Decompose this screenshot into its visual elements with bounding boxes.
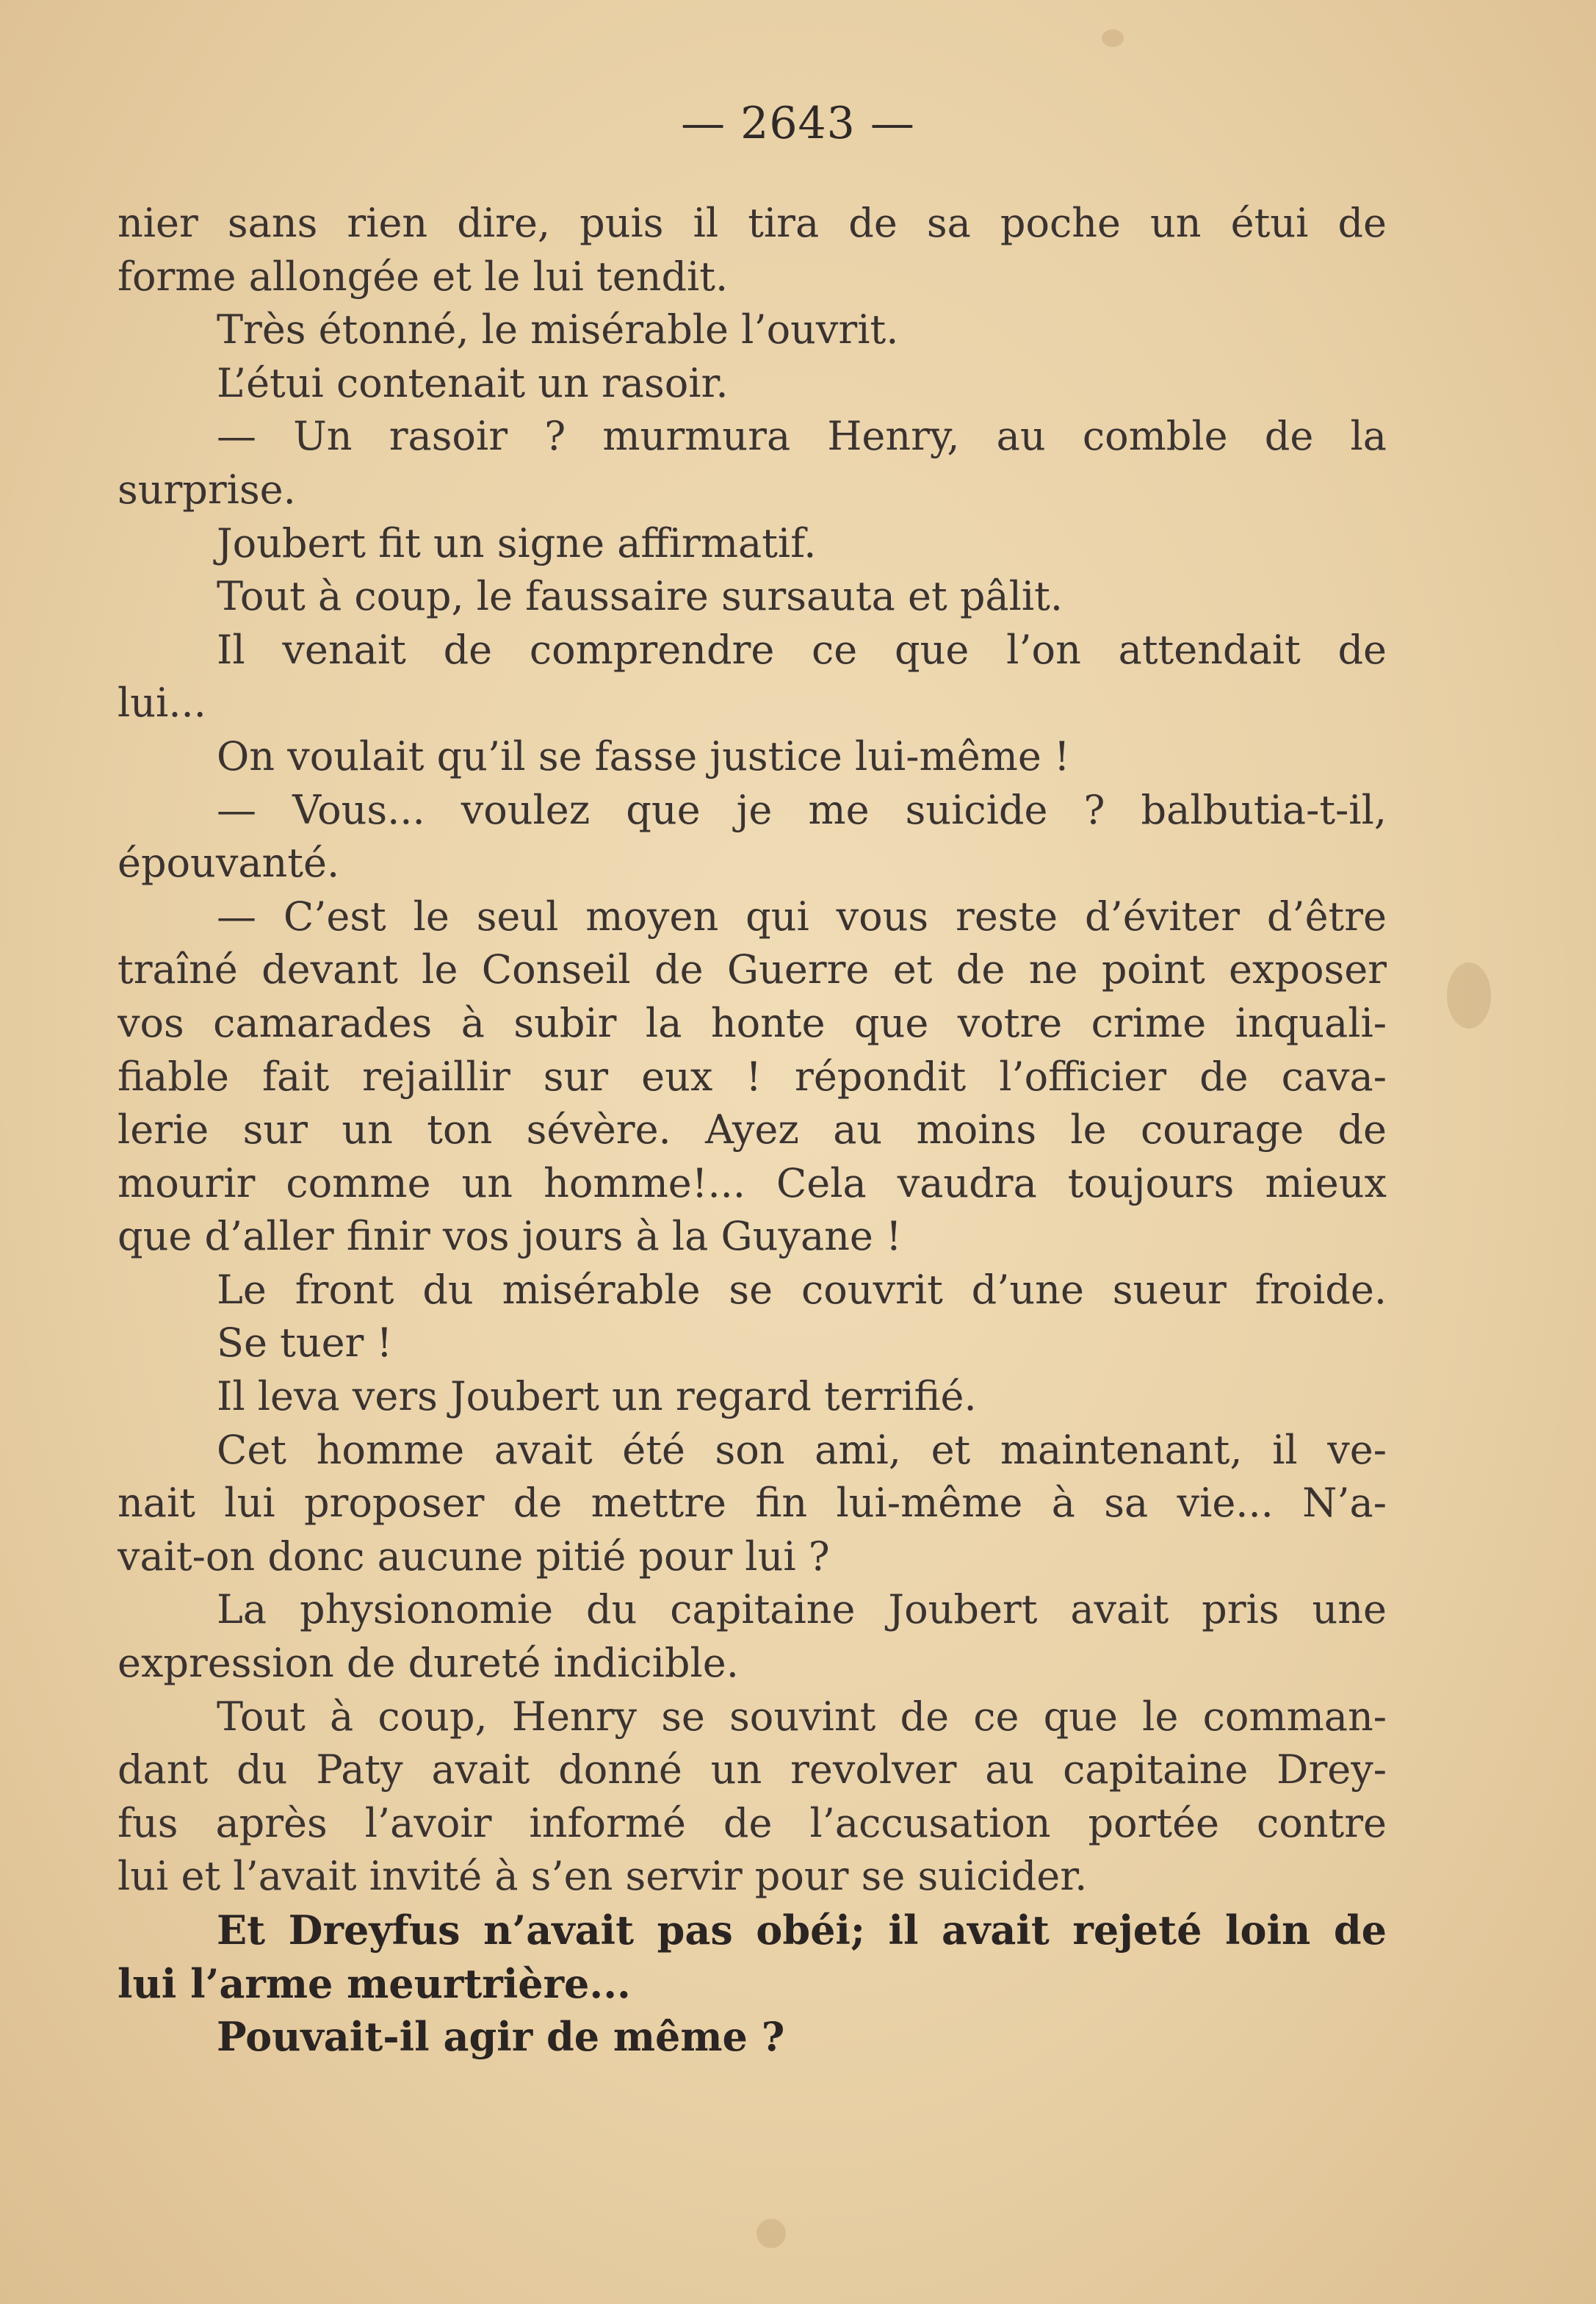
- page-number: — 2643 —: [681, 98, 915, 149]
- text-line: Il venait de comprendre ce que l’on attendait de: [217, 626, 1387, 673]
- paper-stain: [1102, 29, 1124, 47]
- text-line: dant du Paty avait donné un revolver au capitaine Drey-: [118, 1746, 1387, 1793]
- text-line: — Vous... voulez que je me suicide ? balbutia-t-il,: [217, 786, 1387, 833]
- text-line: vait-on donc aucune pitié pour lui ?: [118, 1533, 830, 1580]
- text-line: Et Dreyfus n’avait pas obéi; il avait rejeté loin de: [217, 1907, 1387, 1954]
- text-line: Se tuer !: [217, 1320, 393, 1367]
- text-line: — Un rasoir ? murmura Henry, au comble de la: [217, 413, 1387, 460]
- text-line: Pouvait-il agir de même ?: [217, 2013, 785, 2061]
- text-line: Très étonné, le misérable l’ouvrit.: [217, 306, 899, 353]
- text-line: surprise.: [118, 466, 296, 513]
- text-line: L’étui contenait un rasoir.: [217, 359, 729, 406]
- text-line: expression de dureté indicible.: [118, 1640, 739, 1687]
- text-line: vos camarades à subir la honte que votre crime inquali-: [118, 999, 1387, 1046]
- text-line: On voulait qu’il se fasse justice lui-même !: [217, 732, 1070, 780]
- text-line: lerie sur un ton sévère. Ayez au moins le courage de: [118, 1106, 1387, 1153]
- paper-stain: [757, 2219, 786, 2248]
- text-line: Cet homme avait été son ami, et maintenant, il ve-: [217, 1426, 1387, 1473]
- text-line: épouvanté.: [118, 840, 340, 887]
- text-line: lui l’arme meurtrière...: [118, 1959, 631, 2007]
- page-body-text: [118, 197, 1387, 2064]
- text-line: Joubert fit un signe affirmatif.: [217, 519, 817, 566]
- text-line: que d’aller finir vos jours à la Guyane !: [118, 1213, 902, 1260]
- text-line: traîné devant le Conseil de Guerre et de ne point exposer: [118, 946, 1387, 993]
- text-line: fiable fait rejaillir sur eux ! répondit l’officier de cava-: [118, 1053, 1387, 1100]
- text-line: nait lui proposer de mettre fin lui-même à sa vie... N’a-: [118, 1480, 1387, 1527]
- text-line: Tout à coup, le faussaire sursauta et pâlit.: [217, 573, 1063, 620]
- text-line: forme allongée et le lui tendit.: [118, 253, 729, 300]
- text-line: Il leva vers Joubert un regard terrifié.: [217, 1373, 977, 1420]
- text-line: nier sans rien dire, puis il tira de sa poche un étui de: [118, 200, 1387, 246]
- text-line: — C’est le seul moyen qui vous reste d’éviter d’être: [217, 893, 1387, 940]
- text-line: Tout à coup, Henry se souvint de ce que le comman-: [217, 1693, 1387, 1740]
- text-line: lui...: [118, 680, 206, 727]
- text-line: fus après l’avoir informé de l’accusation portée contre: [118, 1799, 1387, 1846]
- text-line: Le front du misérable se couvrit d’une sueur froide.: [217, 1266, 1387, 1313]
- text-line: La physionomie du capitaine Joubert avait pris une: [217, 1586, 1387, 1633]
- text-line: lui et l’avait invité à s’en servir pour se suicider.: [118, 1853, 1088, 1900]
- text-line: mourir comme un homme!... Cela vaudra toujours mieux: [118, 1159, 1387, 1206]
- paper-stain: [1447, 962, 1491, 1029]
